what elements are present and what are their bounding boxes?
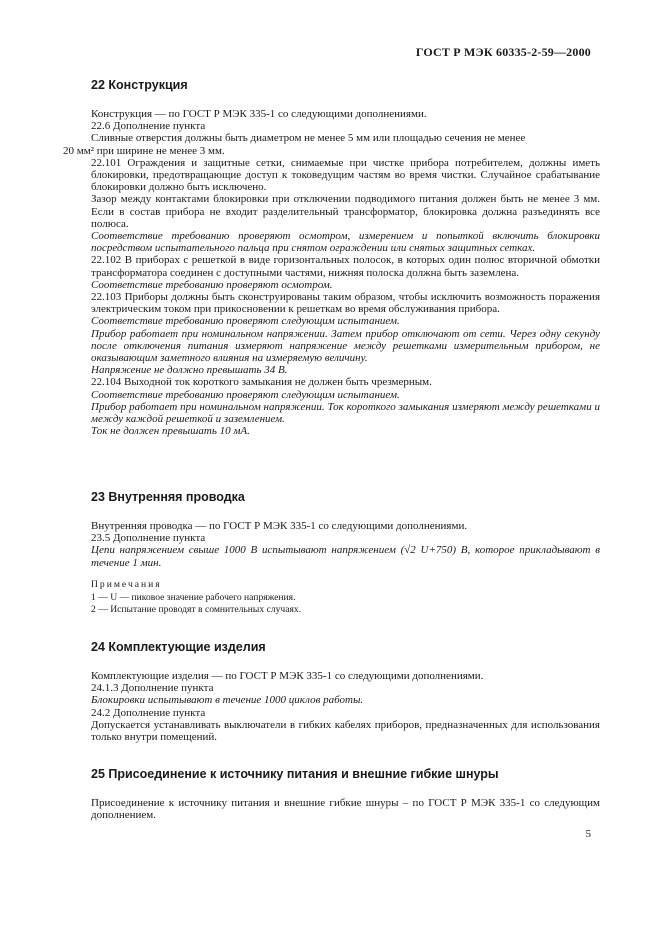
section-23-title: 23 Внутренняя проводка — [91, 490, 245, 504]
paragraph: 22.103 Приборы должны быть сконструированы таким образом, чтобы исключить возможность поражения электрическим током при прикосновении к решеткам во время обслуживания прибора. — [91, 291, 600, 316]
paragraph: Прибор работает при номинальном напряжении. Ток короткого замыкания измеряют между решетками и между каждой решеткой и заземлением. — [91, 400, 600, 426]
paragraph: Соответствие требованию проверяют следующим испытанием. — [91, 388, 400, 401]
section-22-title: 22 Конструкция — [91, 78, 188, 92]
section-24-title: 24 Комплектующие изделия — [91, 640, 266, 654]
paragraph: Цепи напряжением свыше 1000 В испытывают напряжением (√2 U+750) В, которое прикладывают в течение 1 мин. — [91, 544, 600, 569]
notes-block — [91, 579, 600, 616]
paragraph: 24.2 Дополнение пункта — [91, 706, 206, 719]
notes-heading: Примечания — [91, 578, 162, 590]
paragraph: Сливные отверстия должны быть диаметром не менее 5 мм или площадью сечения не менее — [91, 132, 526, 145]
section-24-body — [91, 670, 600, 743]
paragraph: Ток не должен превышать 10 мА. — [91, 425, 250, 438]
paragraph: Комплектующие изделия — по ГОСТ Р МЭК 335-1 со следующими дополнениями. — [91, 670, 484, 682]
note-item: 2 — Испытание проводят в сомнительных случаях. — [91, 603, 302, 615]
paragraph: Соответствие требованию проверяют осмотром. — [91, 278, 333, 291]
section-25-title: 25 Присоединение к источнику питания и внешние гибкие шнуры — [91, 767, 499, 781]
paragraph: Соответствие требованию проверяют осмотром, измерением и попыткой включить блокировки посредством испытательного пальца при снятом ограждении или снятых защитных сетках. — [91, 230, 600, 255]
paragraph: Внутренняя проводка — по ГОСТ Р МЭК 335-1 со следующими дополнениями. — [91, 520, 468, 532]
section-23-body — [91, 520, 600, 615]
paragraph: 22.102 В приборах с решеткой в виде горизонтальных полосок, в которых один полюс вторичной обмотки трансформатора соединен с доступными частями, нижняя полоска должна быть заземлена. — [91, 254, 600, 279]
paragraph: 20 мм² при ширине не менее 3 мм. — [63, 144, 225, 157]
paragraph: Конструкция — по ГОСТ Р МЭК 335-1 со следующими дополнениями. — [91, 108, 427, 120]
section-22-body — [63, 108, 600, 438]
paragraph: 24.1.3 Дополнение пункта — [91, 682, 214, 695]
paragraph: 22.104 Выходной ток короткого замыкания не должен быть чрезмерным. — [91, 376, 432, 389]
page-number: 5 — [585, 828, 591, 840]
paragraph: 23.5 Дополнение пункта — [91, 532, 206, 545]
paragraph: 22.6 Дополнение пункта — [91, 120, 206, 133]
note-item: 1 — U — пиковое значение рабочего напряжения. — [91, 592, 296, 604]
paragraph: Присоединение к источнику питания и внешние гибкие шнуры – по ГОСТ Р МЭК 335-1 со следующим дополнением. — [91, 797, 600, 822]
paragraph: Соответствие требованию проверяют следующим испытанием. — [91, 315, 400, 328]
paragraph: Прибор работает при номинальном напряжении. Затем прибор отключают от сети. Через одну секунду после отключения питания измеряют напряжение между решетками измерительным прибором, не оказывающим заметного влияния на измеряемую величину. — [91, 327, 600, 365]
paragraph: 22.101 Ограждения и защитные сетки, снимаемые при чистке прибора потребителем, должны иметь блокировки, предотвращающие доступ к токоведущим частям во время чистки. Случайное срабатывание блокировки должно быть исключено. — [91, 156, 600, 194]
section-25-body — [91, 797, 600, 821]
running-header: ГОСТ Р МЭК 60335-2-59—2000 — [415, 45, 591, 59]
paragraph: Допускается устанавливать выключатели в гибких кабелях приборов, предназначенных для использования только внутри помещений. — [91, 718, 600, 744]
paragraph: Зазор между контактами блокировки при отключении подводимого питания должен быть не менее 3 мм. Если в состав прибора не входит разделительный трансформатор, блокировка должна разъединять все полюса. — [91, 193, 600, 230]
paragraph: Напряжение не должно превышать 34 В. — [91, 364, 288, 377]
paragraph: Блокировки испытывают в течение 1000 циклов работы. — [91, 694, 364, 707]
